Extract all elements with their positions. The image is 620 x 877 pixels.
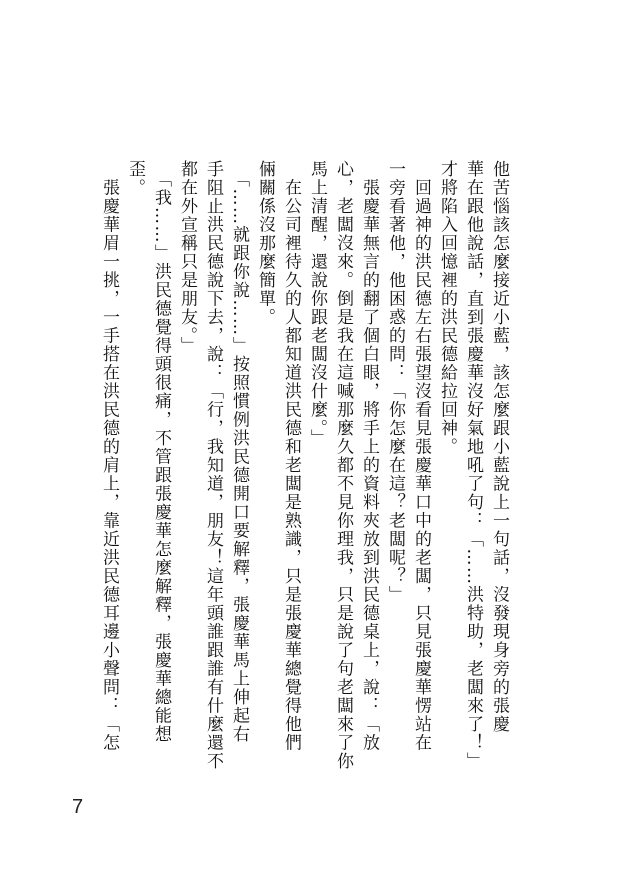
text-column-5: 一旁看著他，他困惑的問：「你怎麼在這？老闆呢？」 — [385, 160, 405, 604]
text-column-13: 都在外宣稱只是朋友。」 — [177, 160, 197, 355]
text-column-16: 張慶華眉一挑，一手搭在洪民德的肩上，靠近洪民德耳邊小聲問：「怎 — [99, 160, 119, 752]
text-column-12: 手阻止洪民德說下去，說：「行，我知道，朋友！這年頭誰跟誰有什麼還不 — [203, 160, 223, 771]
text-column-14: 「我……」洪民德覺得頭很痛，不管跟張慶華怎麼解釋，張慶華總能想 — [151, 160, 171, 744]
text-column-1: 他苦惱該怎麼接近小藍，該怎麼跟小藍說上一句話，沒發現身旁的張慶 — [489, 160, 509, 734]
text-column-11: 「……就跟你說……」按照慣例洪民德開口要解釋，張慶華馬上伸起右 — [229, 160, 249, 744]
text-column-4: 回過神的洪民德左右張望沒看見張慶華口中的老闆，只見張慶華愣站在 — [411, 160, 431, 752]
body-text — [96, 160, 512, 771]
text-column-7: 心，老闆沒來。倒是我在這喊那麼久都不見你理我，只是說了句老闆來了你 — [333, 160, 353, 771]
text-column-3: 才將陷入回憶裡的洪民德給拉回神。 — [437, 160, 457, 456]
text-column-15: 歪。 — [125, 160, 145, 197]
text-column-10: 倆關係沒那麼簡單。 — [255, 160, 275, 327]
page-number: 7 — [72, 796, 84, 818]
text-column-9: 在公司裡待久的人都知道洪民德和老闆是熟識，只是張慶華總覺得他們 — [281, 160, 301, 752]
text-column-8: 馬上清醒，還說你跟老闆沒什麼。」 — [307, 160, 327, 448]
text-column-2: 華在跟他說話，直到張慶華沒好氣地吼了句：「……洪特助，老闆來了！」 — [463, 160, 483, 771]
text-column-6: 張慶華無言的翻了個白眼，將手上的資料夾放到洪民德桌上，說：「放 — [359, 160, 379, 752]
